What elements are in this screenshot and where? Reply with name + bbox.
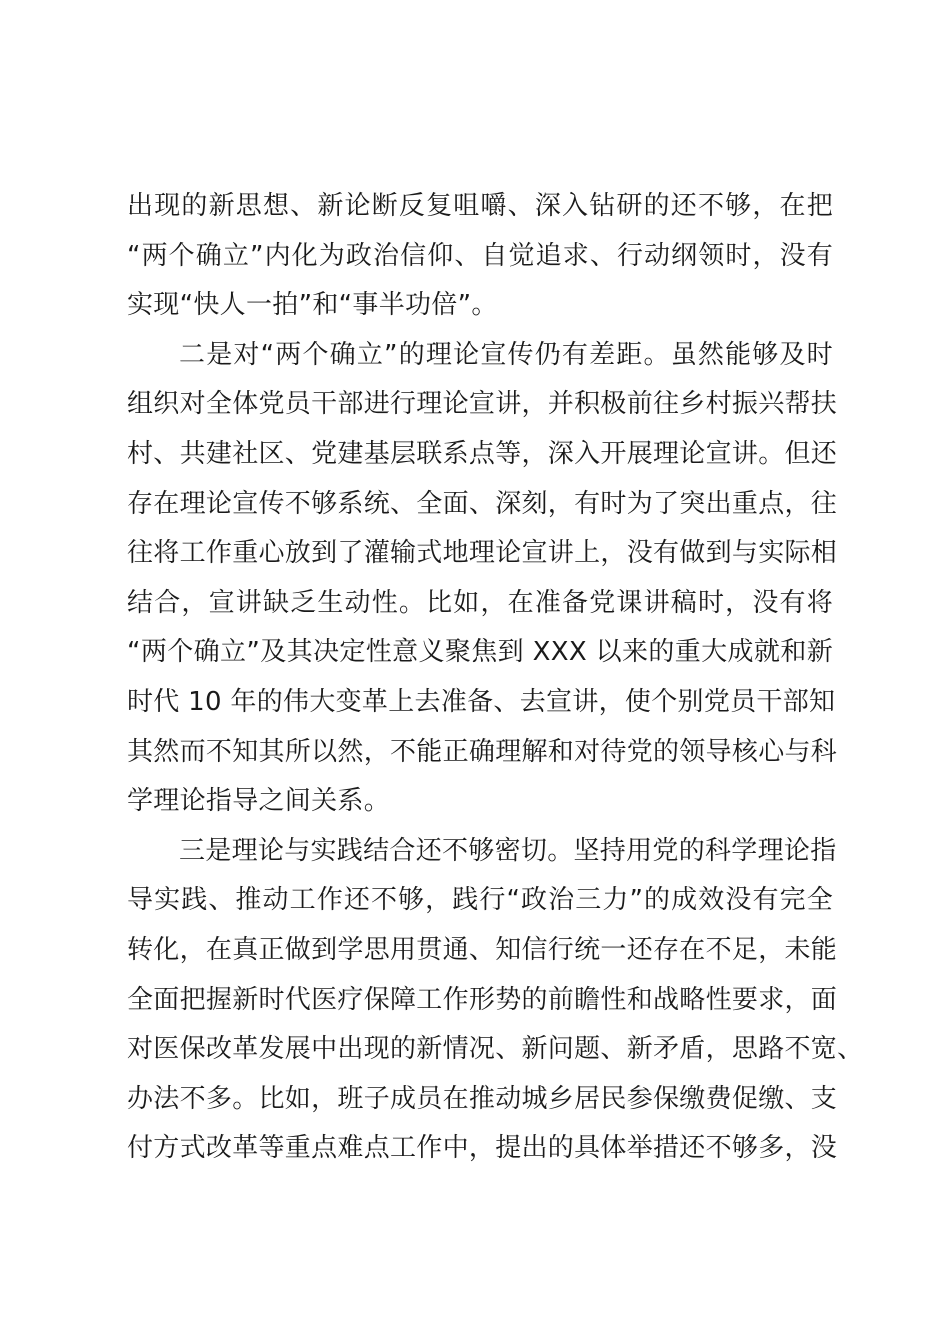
text-line: 学理论指导之间关系。 xyxy=(127,786,391,817)
text-line: 其然而不知其所以然，不能正确理解和对待党的领导核心与科 xyxy=(127,736,838,767)
text-line: 全面把握新时代医疗保障工作形势的前瞻性和战略性要求，面 xyxy=(127,984,838,1015)
text-line: “两个确立”及其决定性意义聚焦到 XXX 以来的重大成就和新 xyxy=(127,637,833,668)
paragraph-heading-line: 二是对“两个确立”的理论宣传仍有差距。虽然能够及时 xyxy=(179,339,833,370)
text-line: “两个确立”内化为政治信仰、自觉追求、行动纲领时，没有 xyxy=(127,240,833,271)
text-line: 组织对全体党员干部进行理论宣讲，并积极前往乡村振兴帮扶 xyxy=(127,389,838,420)
text-line: 出现的新思想、新论断反复咀嚼、深入钻研的还不够，在把 xyxy=(127,191,833,221)
text-line: 办法不多。比如，班子成员在推动城乡居民参保缴费促缴、支 xyxy=(127,1083,838,1114)
text-line: 对医保改革发展中出现的新情况、新问题、新矛盾，思路不宽、 xyxy=(127,1034,864,1065)
text-line: 时代 10 年的伟大变革上去准备、去宣讲，使个别党员干部知 xyxy=(127,686,836,717)
text-line: 导实践、推动工作还不够，践行“政治三力”的成效没有完全 xyxy=(127,885,833,916)
text-line: 转化，在真正做到学思用贯通、知信行统一还存在不足，未能 xyxy=(127,934,838,965)
text-line: 实现“快人一拍”和“事半功倍”。 xyxy=(127,290,498,321)
paragraph-heading-line: 三是理论与实践结合还不够密切。坚持用党的科学理论指 xyxy=(179,835,837,866)
text-line: 往将工作重心放到了灌输式地理论宣讲上，没有做到与实际相 xyxy=(127,538,838,569)
text-line: 村、共建社区、党建基层联系点等，深入开展理论宣讲。但还 xyxy=(127,438,838,469)
text-line: 付方式改革等重点难点工作中，提出的具体举措还不够多，没 xyxy=(127,1133,838,1164)
text-line: 存在理论宣传不够系统、全面、深刻，有时为了突出重点，往 xyxy=(127,488,838,519)
document-body xyxy=(127,182,864,1174)
text-line: 结合，宣讲缺乏生动性。比如，在准备党课讲稿时，没有将 xyxy=(127,587,833,618)
